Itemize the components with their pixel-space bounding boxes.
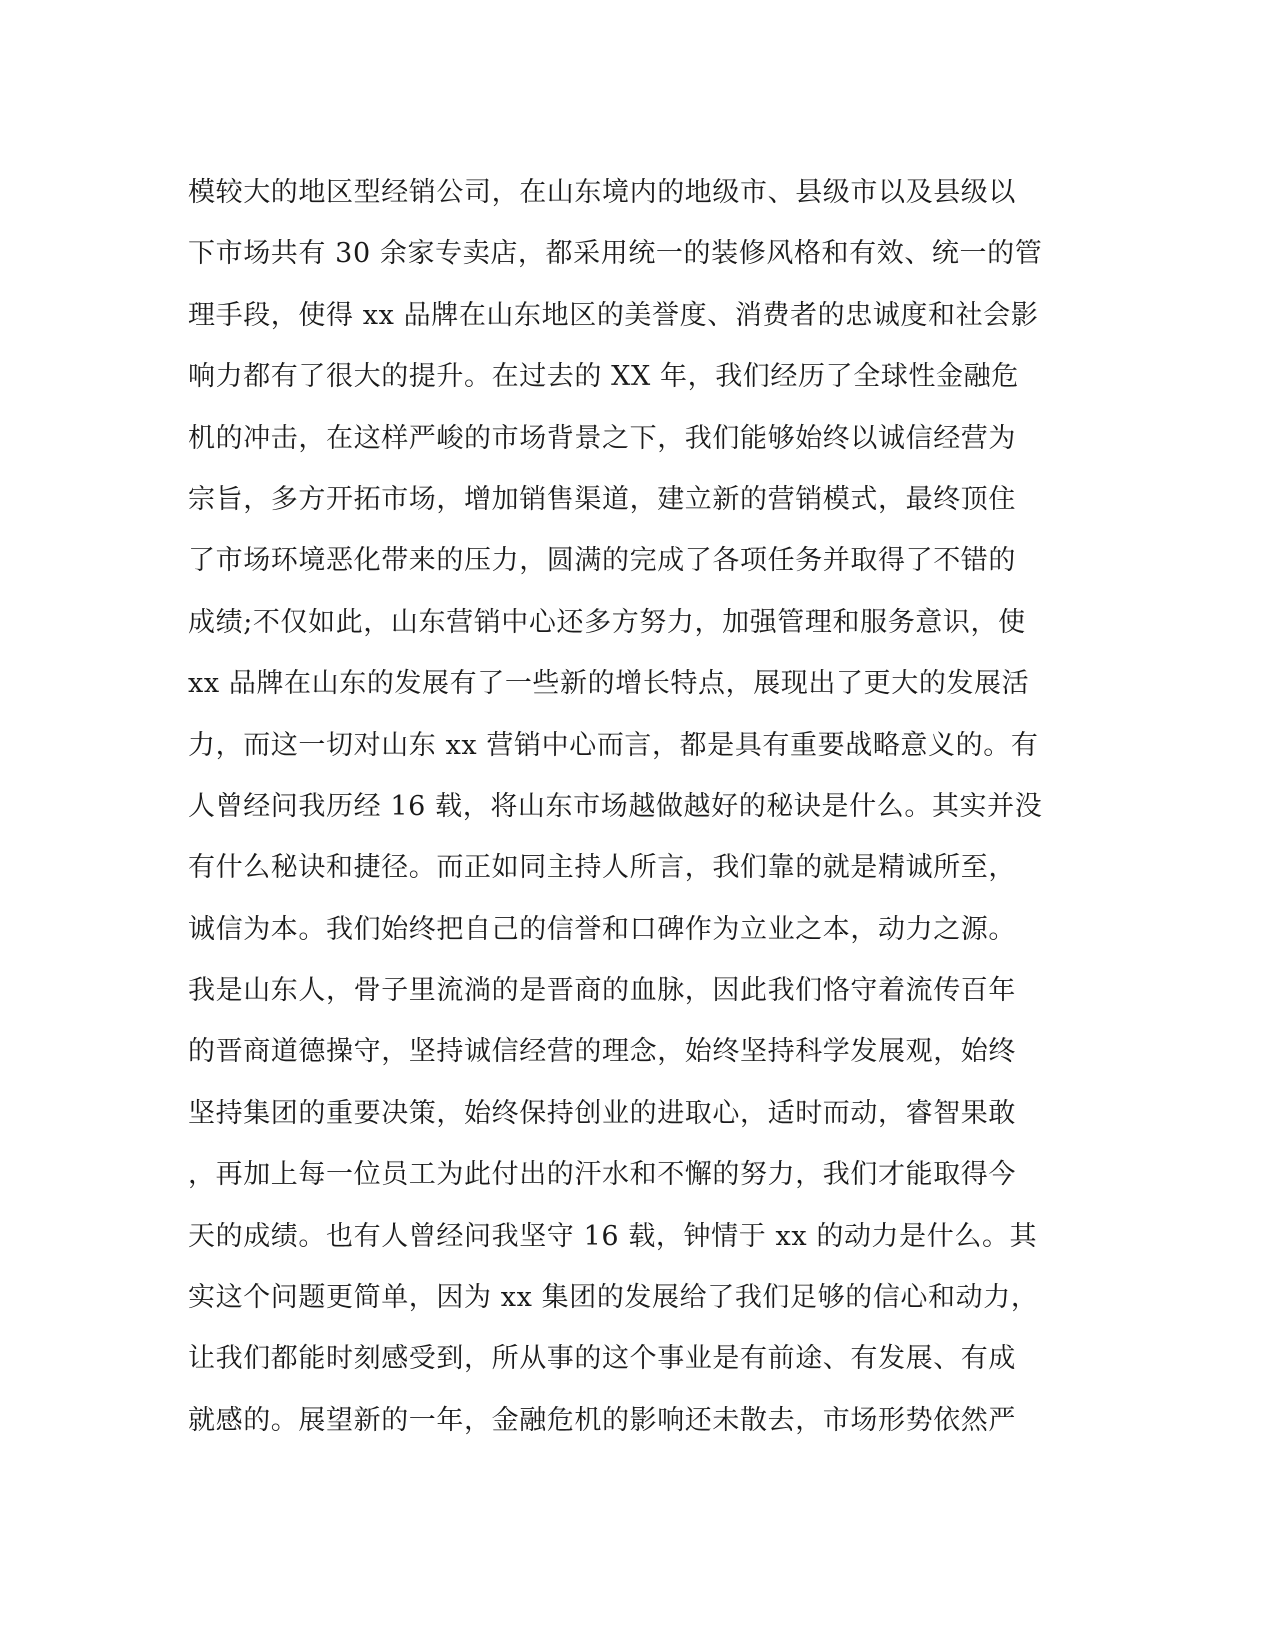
text-line: 诚信为本。我们始终把自己的信誉和口碑作为立业之本，动力之源。 <box>188 913 1016 945</box>
text-line: 机的冲击，在这样严峻的市场背景之下，我们能够始终以诚信经营为 <box>188 422 1016 454</box>
text-line: 人曾经问我历经 16 载，将山东市场越做越好的秘诀是什么。其实并没 <box>188 790 1043 822</box>
text-line: 理手段，使得 xx 品牌在山东地区的美誉度、消费者的忠诚度和社会影 <box>188 299 1039 331</box>
text-line: 坚持集团的重要决策，始终保持创业的进取心，适时而动，睿智果敢 <box>188 1097 1016 1129</box>
text-line: 下市场共有 30 余家专卖店，都采用统一的装修风格和有效、统一的管 <box>188 238 1043 270</box>
text-line: 响力都有了很大的提升。在过去的 XX 年，我们经历了全球性金融危 <box>188 361 1019 393</box>
text-line: 宗旨，多方开拓市场，增加销售渠道，建立新的营销模式，最终顶住 <box>188 483 1016 515</box>
text-line: 力，而这一切对山东 xx 营销中心而言，都是具有重要战略意义的。有 <box>188 729 1039 761</box>
text-line: 的晋商道德操守，坚持诚信经营的理念，始终坚持科学发展观，始终 <box>188 1036 1016 1068</box>
text-line: 成绩;不仅如此，山东营销中心还多方努力，加强管理和服务意识，使 <box>188 606 1026 638</box>
text-line: 我是山东人，骨子里流淌的是晋商的血脉，因此我们恪守着流传百年 <box>188 975 1016 1007</box>
body-text <box>188 162 1068 1451</box>
text-line: 天的成绩。也有人曾经问我坚守 16 载，钟情于 xx 的动力是什么。其 <box>188 1220 1038 1252</box>
text-line: 了市场环境恶化带来的压力，圆满的完成了各项任务并取得了不错的 <box>188 545 1016 577</box>
text-line: 有什么秘诀和捷径。而正如同主持人所言，我们靠的就是精诚所至， <box>188 852 1016 884</box>
text-line: 就感的。展望新的一年，金融危机的影响还未散去，市场形势依然严 <box>188 1404 1016 1436</box>
text-line: xx 品牌在山东的发展有了一些新的增长特点，展现出了更大的发展活 <box>188 668 1030 700</box>
text-line: 实这个问题更简单，因为 xx 集团的发展给了我们足够的信心和动力， <box>188 1282 1039 1314</box>
text-line: 让我们都能时刻感受到，所从事的这个事业是有前途、有发展、有成 <box>188 1343 1016 1375</box>
text-line: ，再加上每一位员工为此付出的汗水和不懈的努力，我们才能取得今 <box>188 1159 1016 1191</box>
text-line: 模较大的地区型经销公司，在山东境内的地级市、县级市以及县级以 <box>188 177 1016 208</box>
